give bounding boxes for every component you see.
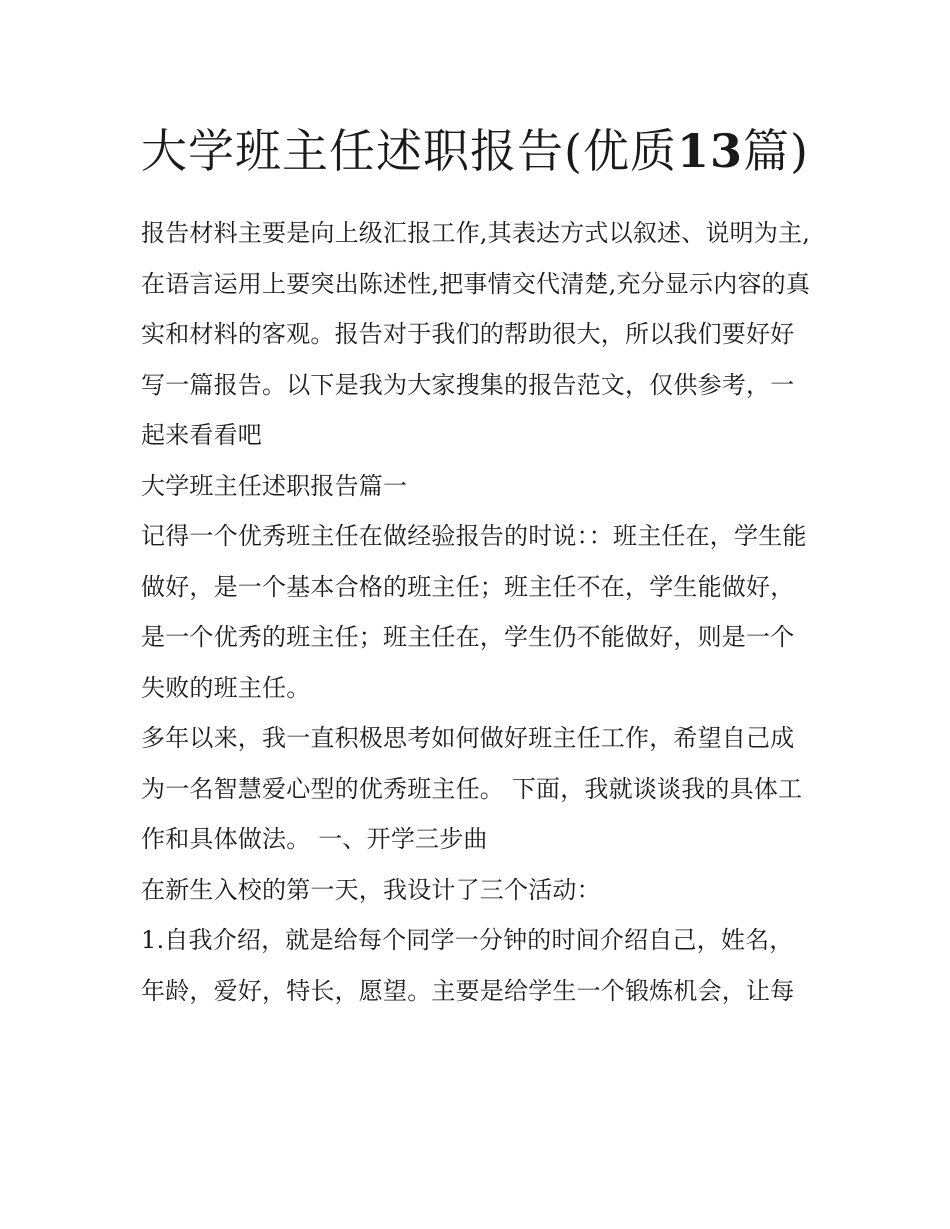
body-paragraph: 多年以来，我一直积极思考如何做好班主任工作，希望自己成为一名智慧爱心型的优秀班主任。 下面，我就谈谈我的具体工作和具体做法。 一、开学三步曲 (141, 724, 803, 853)
body-paragraph: 1.自我介绍，就是给每个同学一分钟的时间介绍自己，姓名，年龄，爱好，特长，愿望。主要是给学生一个锻炼机会，让每 (141, 926, 795, 1005)
document-title: 大学班主任述职报告(优质13篇) (141, 124, 809, 178)
body-paragraph: 在新生入校的第一天，我设计了三个活动： (141, 875, 601, 904)
intro-paragraph: 报告材料主要是向上级汇报工作,其表达方式以叙述、说明为主,在语言运用上要突出陈述性,把事情交代清楚,充分显示内容的真实和材料的客观。报告对于我们的帮助很大，所以我们要好好写一篇报告。以下是我为大家搜集的报告范文，仅供参考，一起来看看吧 (141, 219, 811, 449)
body-paragraph: 记得一个优秀班主任在做经验报告的时说：：班主任在，学生能做好，是一个基本合格的班主任；班主任不在，学生能做好，是一个优秀的班主任；班主任在，学生仍不能做好，则是一个失败的班主任。 (141, 522, 807, 702)
section-heading: 大学班主任述职报告篇一 (141, 471, 408, 500)
document-page (141, 116, 813, 1016)
